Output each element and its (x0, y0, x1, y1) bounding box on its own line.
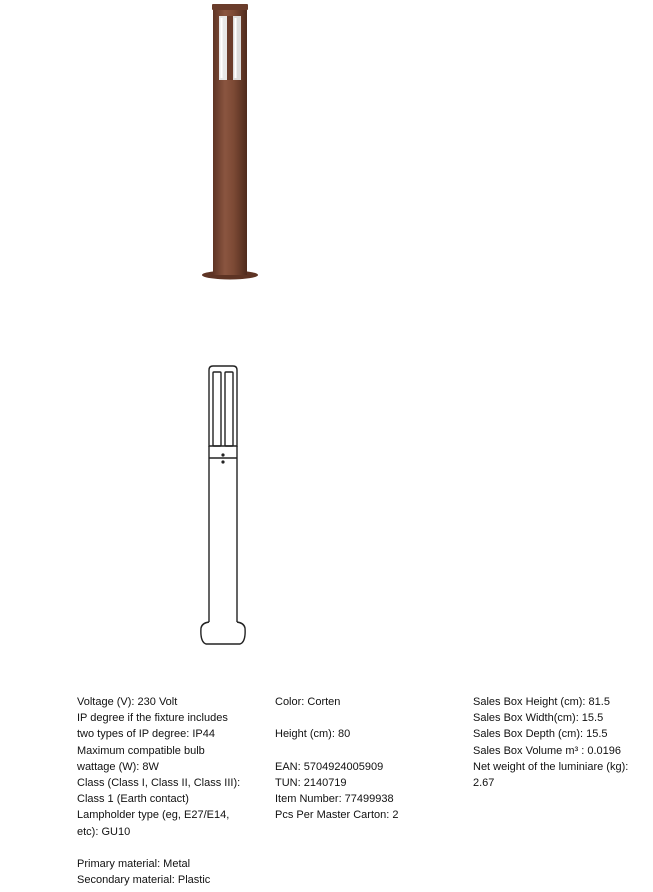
spec-box-depth: Sales Box Depth (cm): 15.5 (473, 728, 608, 741)
spec-item-number: Item Number: 77499938 (275, 793, 394, 806)
spec-column-product (275, 694, 460, 824)
spec-voltage: Voltage (V): 230 Volt (77, 696, 178, 708)
spec-color: Color: Corten (275, 696, 341, 708)
spec-box-height: Sales Box Height (cm): 81.5 (473, 696, 610, 708)
spec-wattage-line1: Maximum compatible bulb (77, 744, 205, 757)
spec-ip-line2: two types of IP degree: IP44 (77, 728, 215, 741)
spec-lampholder-line1: Lampholder type (eg, E27/E14, (77, 809, 230, 822)
spec-pcs-per-carton: Pcs Per Master Carton: 2 (275, 809, 399, 822)
spec-net-weight-line1: Net weight of the luminiare (kg): (473, 760, 629, 773)
spec-lampholder-line2: etc): GU10 (77, 825, 131, 838)
spec-class-line1: Class (Class I, Class II, Class III): (77, 777, 241, 790)
spec-ip-line1: IP degree if the fixture includes (77, 712, 228, 725)
spec-wattage-line2: wattage (W): 8W (77, 760, 159, 773)
spec-primary-material: Primary material: Metal (77, 858, 191, 871)
spec-net-weight-line2: 2.67 (473, 777, 495, 790)
spec-column-electrical (77, 694, 262, 888)
spec-secondary-material: Secondary material: Plastic (77, 874, 211, 887)
spec-box-width: Sales Box Width(cm): 15.5 (473, 712, 604, 725)
product-line-drawing (190, 360, 270, 652)
spec-height: Height (cm): 80 (275, 728, 351, 741)
spec-column-packaging (473, 694, 648, 791)
product-photo (190, 0, 270, 285)
spec-box-volume: Sales Box Volume m³ : 0.0196 (473, 744, 621, 757)
spec-ean: EAN: 5704924005909 (275, 760, 384, 773)
photo-post (213, 86, 247, 275)
spec-class-line2: Class 1 (Earth contact) (77, 793, 189, 806)
spec-tun: TUN: 2140719 (275, 776, 347, 789)
